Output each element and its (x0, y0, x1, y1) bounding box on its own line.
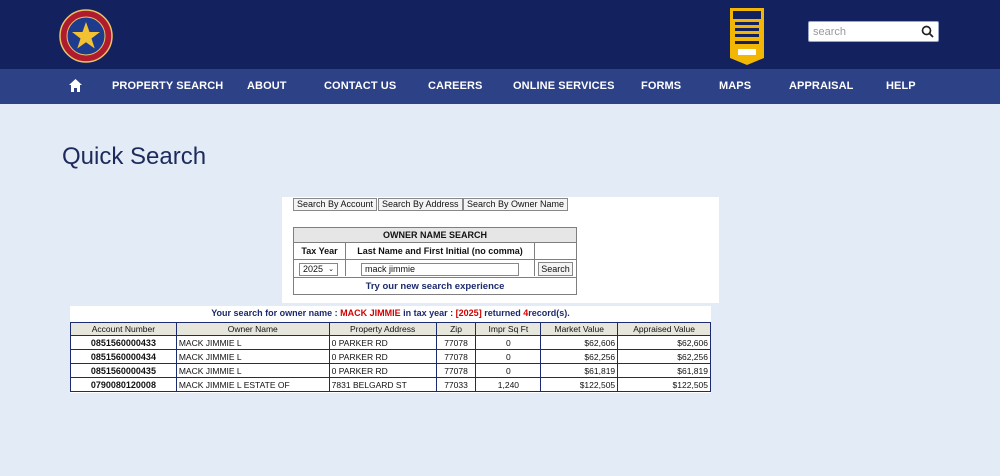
market-value-cell: $62,256 (541, 350, 618, 364)
sqft-cell: 0 (476, 364, 541, 378)
nav-appraisal[interactable]: APPRAISAL (789, 80, 854, 92)
summary-year: [2025] (455, 308, 482, 318)
search-panel (282, 197, 719, 303)
nav-careers[interactable]: CAREERS (428, 80, 483, 92)
address-cell: 7831 BELGARD ST (329, 378, 436, 392)
owner-name-input[interactable]: mack jimmie (361, 263, 519, 276)
market-value-cell: $62,606 (541, 336, 618, 350)
col-impr-sq-ft[interactable]: Impr Sq Ft (476, 323, 541, 336)
divider (294, 277, 576, 278)
owner-cell: MACK JIMMIE L (176, 350, 329, 364)
appraised-value-cell: $62,606 (618, 336, 711, 350)
appraised-value-cell: $122,505 (618, 378, 711, 392)
appraised-value-cell: $62,256 (618, 350, 711, 364)
owner-search-button[interactable]: Search (538, 262, 573, 276)
account-link[interactable]: 0851560000434 (71, 350, 177, 364)
nav-maps[interactable]: MAPS (719, 80, 752, 92)
chevron-down-icon: ⌄ (328, 266, 334, 273)
table-row (71, 350, 711, 364)
table-row (71, 336, 711, 350)
summary-text: returned (484, 308, 521, 318)
site-header (0, 0, 1000, 69)
account-link[interactable]: 0851560000433 (71, 336, 177, 350)
divider (294, 259, 576, 260)
main-nav (0, 69, 1000, 104)
owner-cell: MACK JIMMIE L (176, 364, 329, 378)
tax-year-select[interactable] (299, 263, 338, 276)
summary-owner: MACK JIMMIE (340, 308, 401, 318)
home-icon[interactable] (68, 78, 83, 93)
col-appraised-value[interactable]: Appraised Value (618, 323, 711, 336)
address-cell: 0 PARKER RD (329, 336, 436, 350)
col-zip[interactable]: Zip (436, 323, 476, 336)
zip-cell: 77078 (436, 336, 476, 350)
col-market-value[interactable]: Market Value (541, 323, 618, 336)
address-cell: 0 PARKER RD (329, 364, 436, 378)
nav-contact-us[interactable]: CONTACT US (324, 80, 397, 92)
nav-help[interactable]: HELP (886, 80, 916, 92)
owner-search-heading: OWNER NAME SEARCH (294, 228, 576, 243)
nav-online-services[interactable]: ONLINE SERVICES (513, 80, 615, 92)
col-account-number[interactable]: Account Number (71, 323, 177, 336)
sqft-cell: 0 (476, 336, 541, 350)
summary-text: in tax year : (403, 308, 454, 318)
table-header-row (71, 323, 711, 336)
market-value-cell: $61,819 (541, 364, 618, 378)
search-by-account-button[interactable]: Search By Account (293, 198, 377, 211)
address-cell: 0 PARKER RD (329, 350, 436, 364)
owner-name-label: Last Name and First Initial (no comma) (357, 246, 523, 256)
site-search-input[interactable] (813, 24, 919, 40)
nav-about[interactable]: ABOUT (247, 80, 287, 92)
tax-year-label: Tax Year (301, 246, 338, 256)
col-property-address[interactable]: Property Address (329, 323, 436, 336)
owner-cell: MACK JIMMIE L ESTATE OF (176, 378, 329, 392)
account-link[interactable]: 0851560000435 (71, 364, 177, 378)
tax-year-value: 2025 (303, 264, 324, 274)
zip-cell: 77078 (436, 350, 476, 364)
search-by-owner-button[interactable]: Search By Owner Name (463, 198, 568, 211)
nav-forms[interactable]: FORMS (641, 80, 682, 92)
owner-cell: MACK JIMMIE L (176, 336, 329, 350)
nav-property-search[interactable]: PROPERTY SEARCH (112, 80, 224, 92)
search-by-address-button[interactable]: Search By Address (378, 198, 463, 211)
table-row (71, 364, 711, 378)
summary-count: 4 (523, 308, 529, 318)
sqft-cell: 0 (476, 350, 541, 364)
sqft-cell: 1,240 (476, 378, 541, 392)
account-link[interactable]: 0790080120008 (71, 378, 177, 392)
owner-name-search-form (293, 227, 577, 295)
search-results (70, 306, 711, 393)
page-title: Quick Search (62, 143, 207, 170)
summary-text: Your search for owner name : (211, 308, 338, 318)
appraised-value-cell: $61,819 (618, 364, 711, 378)
district-seal-logo[interactable] (59, 9, 113, 63)
search-icon[interactable] (921, 25, 934, 38)
top-workplaces-badge-icon (730, 8, 764, 65)
zip-cell: 77078 (436, 364, 476, 378)
summary-text: record(s). (528, 308, 570, 318)
col-owner-name[interactable]: Owner Name (176, 323, 329, 336)
results-table (70, 322, 711, 392)
market-value-cell: $122,505 (541, 378, 618, 392)
new-search-experience-link[interactable]: Try our new search experience (365, 281, 505, 292)
results-summary (70, 308, 711, 318)
zip-cell: 77033 (436, 378, 476, 392)
table-row (71, 378, 711, 392)
site-search-box (808, 21, 939, 42)
